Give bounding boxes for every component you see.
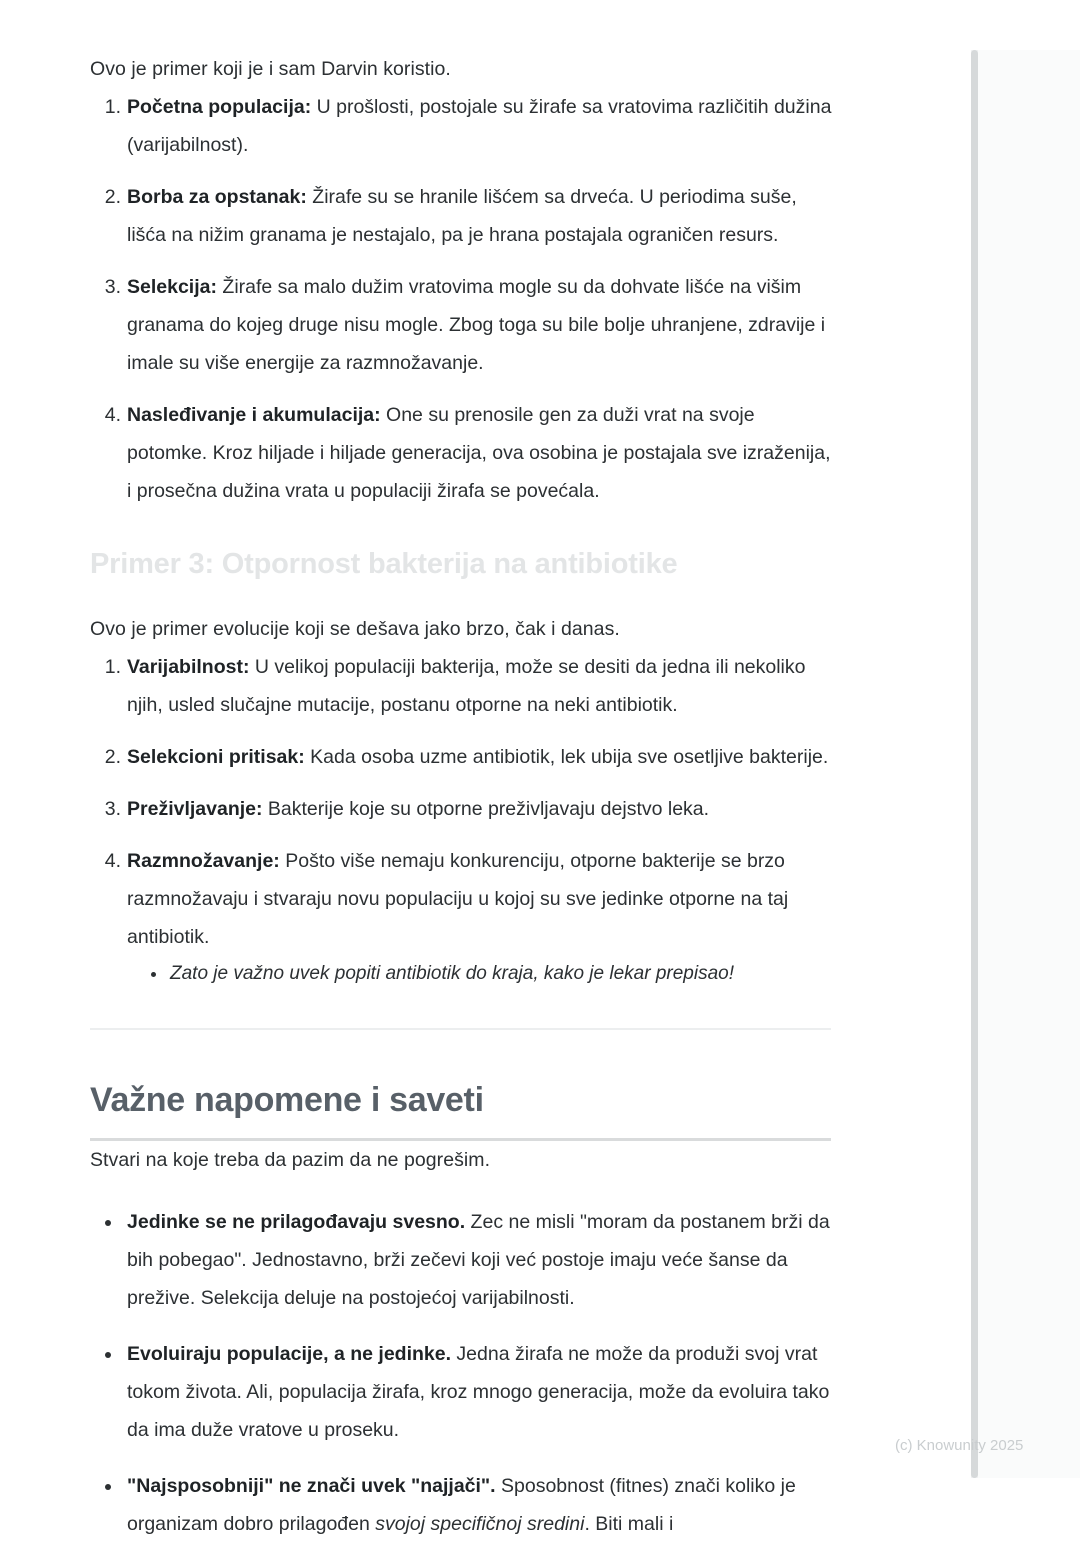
- paragraph-intro-giraffe: Ovo je primer koji je i sam Darvin koristio.: [90, 58, 451, 80]
- heading-primer-3: Primer 3: Otpornost bakterija na antibiotike: [90, 548, 678, 580]
- list-item-term: Jedinke se ne prilagođavaju svesno.: [127, 1211, 466, 1233]
- list-item: [127, 396, 840, 510]
- list-item: [127, 178, 840, 254]
- notes-bullet-list: [90, 1203, 840, 1543]
- list-item-text: Žirafe sa malo dužim vratovima mogle su da dohvate lišće na višim granama do kojeg druge nisu mogle. Zbog toga su bile bolje uhranjene, zdravije i imale su više energije za razmnožavanje.: [127, 276, 826, 374]
- list-item-text: Zec ne misli "moram da postanem brži da bih pobegao". Jednostavno, brži zečevi koji već postoje imaju veće šanse da prežive. Selekcija deluje na postojećoj varijabilnosti.: [127, 1211, 830, 1309]
- side-scroll-panel: [972, 50, 1080, 1478]
- giraffe-steps-list: [90, 88, 840, 510]
- bacteria-subnote-list: [127, 956, 840, 992]
- list-item: [127, 1467, 840, 1543]
- list-item-term: "Najsposobniji" ne znači uvek "najjači".: [127, 1475, 496, 1497]
- list-item: [127, 842, 840, 992]
- list-item: [127, 648, 840, 724]
- list-item-term: Razmnožavanje:: [127, 850, 280, 872]
- list-item: [127, 1203, 840, 1317]
- heading-vazne-napomene: Važne napomene i saveti: [90, 1081, 484, 1119]
- list-item-text: Žirafe su se hranile lišćem sa drveća. U periodima suše, lišća na nižim granama je nestajalo, pa je hrana postajala ograničen resurs.: [127, 186, 797, 246]
- list-item-text: U velikoj populaciji bakterija, može se desiti da jedna ili nekoliko njih, usled slučajne mutacije, postanu otporne na neki antibiotik.: [127, 656, 806, 716]
- list-item-text: Pošto više nemaju konkurenciju, otporne bakterije se brzo razmnožavaju i stvaraju novu populaciju u kojoj su sve jedinke otporne na taj antibiotik.: [127, 850, 789, 948]
- list-item-text: Bakterije koje su otporne preživljavaju dejstvo leka.: [262, 798, 710, 820]
- list-item-term: Nasleđivanje i akumulacija:: [127, 404, 381, 426]
- list-item: [127, 268, 840, 382]
- list-item-term: Evoluiraju populacije, a ne jedinke.: [127, 1343, 452, 1365]
- list-item-term: Varijabilnost:: [127, 656, 250, 678]
- section-divider: [90, 1028, 831, 1030]
- list-item-emphasis: svojoj specifičnoj sredini: [375, 1513, 585, 1535]
- list-item-text-after: . Biti mali i: [584, 1513, 674, 1535]
- list-item-term: Početna populacija:: [127, 96, 312, 118]
- paragraph-intro-bacteria: Ovo je primer evolucije koji se dešava jako brzo, čak i danas.: [90, 618, 620, 640]
- list-item-text: U prošlosti, postojale su žirafe sa vratovima različitih dužina (varijabilnost).: [127, 96, 832, 156]
- list-item-text: Jedna žirafa ne može da produži svoj vrat tokom života. Ali, populacija žirafa, kroz mnogo generacija, može da evoluira tako da ima duže vratove u proseku.: [127, 1343, 830, 1441]
- list-item-term: Selekcioni pritisak:: [127, 746, 305, 768]
- copyright-watermark: (c) Knowunity 2025: [895, 1437, 1024, 1454]
- paragraph-intro-notes: Stvari na koje treba da pazim da ne pogrešim.: [90, 1149, 491, 1171]
- list-item: [127, 88, 840, 164]
- list-item: [127, 790, 840, 828]
- vertical-scrollbar-track[interactable]: [971, 50, 978, 1478]
- list-item: [127, 738, 840, 776]
- list-item-term: Selekcija:: [127, 276, 217, 298]
- bacteria-steps-list: [90, 648, 840, 992]
- list-item-term: Borba za opstanak:: [127, 186, 307, 208]
- list-item-term: Preživljavanje:: [127, 798, 263, 820]
- list-item-text: Sposobnost (fitnes) znači koliko je organizam dobro prilagođen: [127, 1475, 796, 1535]
- list-item-text: Kada osoba uzme antibiotik, lek ubija sve osetljive bakterije.: [304, 746, 829, 768]
- list-item: [127, 1335, 840, 1449]
- vertical-scrollbar-thumb[interactable]: [971, 50, 978, 1478]
- list-item-text: One su prenosile gen za duži vrat na svoje potomke. Kroz hiljade i hiljade generacija, ova osobina je postajala sve izraženija, i prosečna dužina vrata u populaciji žirafa se povećala.: [127, 404, 831, 502]
- list-item: Zato je važno uvek popiti antibiotik do kraja, kako je lekar prepisao!: [170, 956, 840, 992]
